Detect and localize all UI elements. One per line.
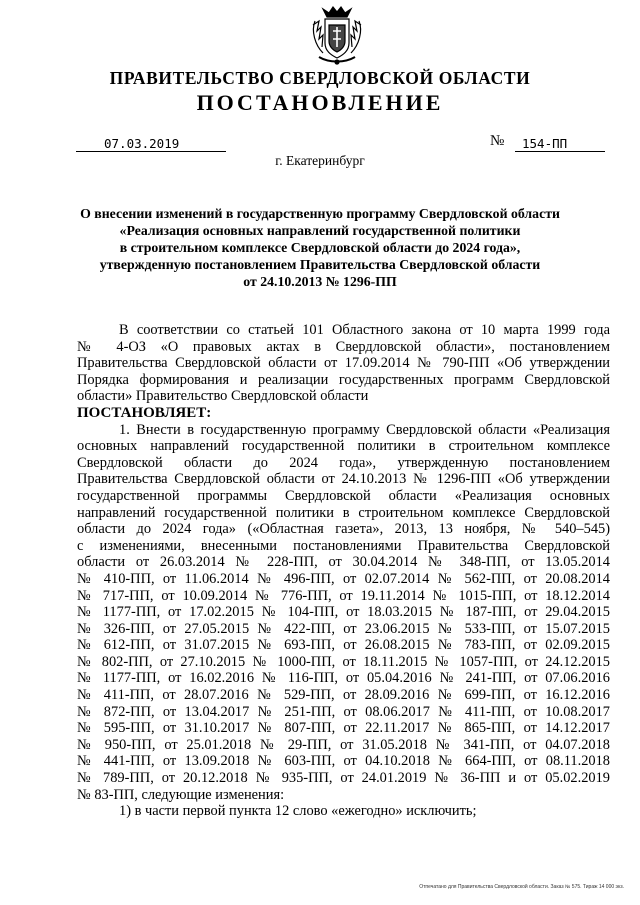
document-date: 07.03.2019 — [104, 136, 180, 151]
body-line: № 4-ОЗ «О правовых актах в Свердловской области», постановлением — [77, 338, 610, 355]
body-line: 1. Внести в государственную программу Свердловской области «Реализация — [119, 421, 610, 438]
body-line: № 1177-ПП, от 16.02.2016 № 116-ПП, от 05.04.2016 № 241-ПП, от 07.06.2016 — [77, 670, 610, 687]
body-line: основных направлений государственной политики в строительном комплексе — [77, 438, 610, 455]
body-line: № 612-ПП, от 31.07.2015 № 693-ПП, от 26.08.2015 № 783-ПП, от 02.09.2015 — [77, 637, 610, 654]
body-line: Свердловской области до 2024 года», утвержденную постановлением — [77, 454, 610, 471]
date-field-line — [76, 151, 226, 152]
body-line: № 789-ПП, от 20.12.2018 № 935-ПП, от 24.01.2019 № 36-ПП и от 05.02.2019 — [77, 770, 610, 787]
body-line: № 410-ПП, от 11.06.2014 № 496-ПП, от 02.07.2014 № 562-ПП, от 20.08.2014 — [77, 570, 610, 587]
body-line: 1) в части первой пункта 12 слово «ежегодно» исключить; — [119, 803, 477, 820]
body-line: № 1177-ПП, от 17.02.2015 № 104-ПП, от 18.03.2015 № 187-ПП, от 29.04.2015 — [77, 604, 610, 621]
title-line: в строительном комплексе Свердловской области до 2024 года», — [119, 240, 521, 255]
body-line: № 326-ПП, от 27.05.2015 № 422-ПП, от 23.06.2015 № 533-ПП, от 15.07.2015 — [77, 620, 610, 637]
body-line: Правительства Свердловской области от 24.10.2013 № 1296-ПП «Об утверждении — [77, 471, 610, 488]
document-body — [77, 322, 610, 820]
number-field-line — [515, 151, 605, 152]
document-number: 154-ПП — [522, 136, 568, 151]
document-title — [70, 205, 570, 290]
body-line: № 802-ПП, от 27.10.2015 № 1000-ПП, от 18.11.2015 № 1057-ПП, от 24.12.2015 — [77, 653, 610, 670]
body-line: № 872-ПП, от 13.04.2017 № 251-ПП, от 08.06.2017 № 411-ПП, от 10.08.2017 — [77, 703, 610, 720]
body-line: Правительства Свердловской области от 17.09.2014 № 790-ПП «Об утверждении — [77, 355, 610, 372]
body-line: Порядка формирования и реализации государственных программ Свердловской — [77, 371, 610, 388]
number-sign: № — [490, 133, 505, 149]
body-line: В соответствии со статьей 101 Областного закона от 10 марта 1999 года — [119, 322, 610, 338]
body-line: области» Правительство Свердловской области — [77, 388, 369, 405]
body-line: № 717-ПП, от 10.09.2014 № 776-ПП, от 19.11.2014 № 1015-ПП, от 18.12.2014 — [77, 587, 610, 604]
title-line: О внесении изменений в государственную программу Свердловской области — [80, 206, 560, 221]
body-line: государственной программы Свердловской области «Реализация основных — [77, 487, 610, 504]
resolves-heading: ПОСТАНОВЛЯЕТ: — [77, 404, 212, 421]
body-line: № 595-ПП, от 31.10.2017 № 807-ПП, от 22.11.2017 № 865-ПП, от 14.12.2017 — [77, 720, 610, 737]
body-line: № 411-ПП, от 28.07.2016 № 529-ПП, от 28.09.2016 № 699-ПП, от 16.12.2016 — [77, 687, 610, 704]
body-line: с изменениями, внесенными постановлениями Правительства Свердловской — [77, 537, 610, 554]
body-line: области до 2024 года» («Областная газета», 2013, 13 ноября, № 540–545) — [77, 521, 610, 538]
body-line: № 83-ПП, следующие изменения: — [77, 786, 285, 803]
title-line: утвержденную постановлением Правительства Свердловской области — [99, 257, 541, 272]
title-line: «Реализация основных направлений государственной политики — [119, 223, 521, 238]
body-line: № 441-ПП, от 13.09.2018 № 603-ПП, от 04.10.2018 № 664-ПП, от 08.11.2018 — [77, 753, 610, 770]
title-line: от 24.10.2013 № 1296-ПП — [243, 274, 397, 289]
organization-name: ПРАВИТЕЛЬСТВО СВЕРДЛОВСКОЙ ОБЛАСТИ — [109, 68, 531, 88]
print-footer: Отпечатано для Правительства Свердловской области. Заказ № 575. Тираж 14 000 экз. — [419, 884, 624, 890]
city: г. Екатеринбург — [275, 153, 365, 168]
document-type: ПОСТАНОВЛЕНИЕ — [196, 90, 444, 115]
body-line: № 950-ПП, от 25.01.2018 № 29-ПП, от 31.05.2018 № 341-ПП, от 04.07.2018 — [77, 736, 610, 753]
body-line: направлений государственной политики в строительном комплексе Свердловской — [77, 504, 610, 521]
body-line: области от 26.03.2014 № 228-ПП, от 30.04.2014 № 348-ПП, от 13.05.2014 — [77, 554, 610, 571]
coat-of-arms-icon — [309, 5, 365, 65]
